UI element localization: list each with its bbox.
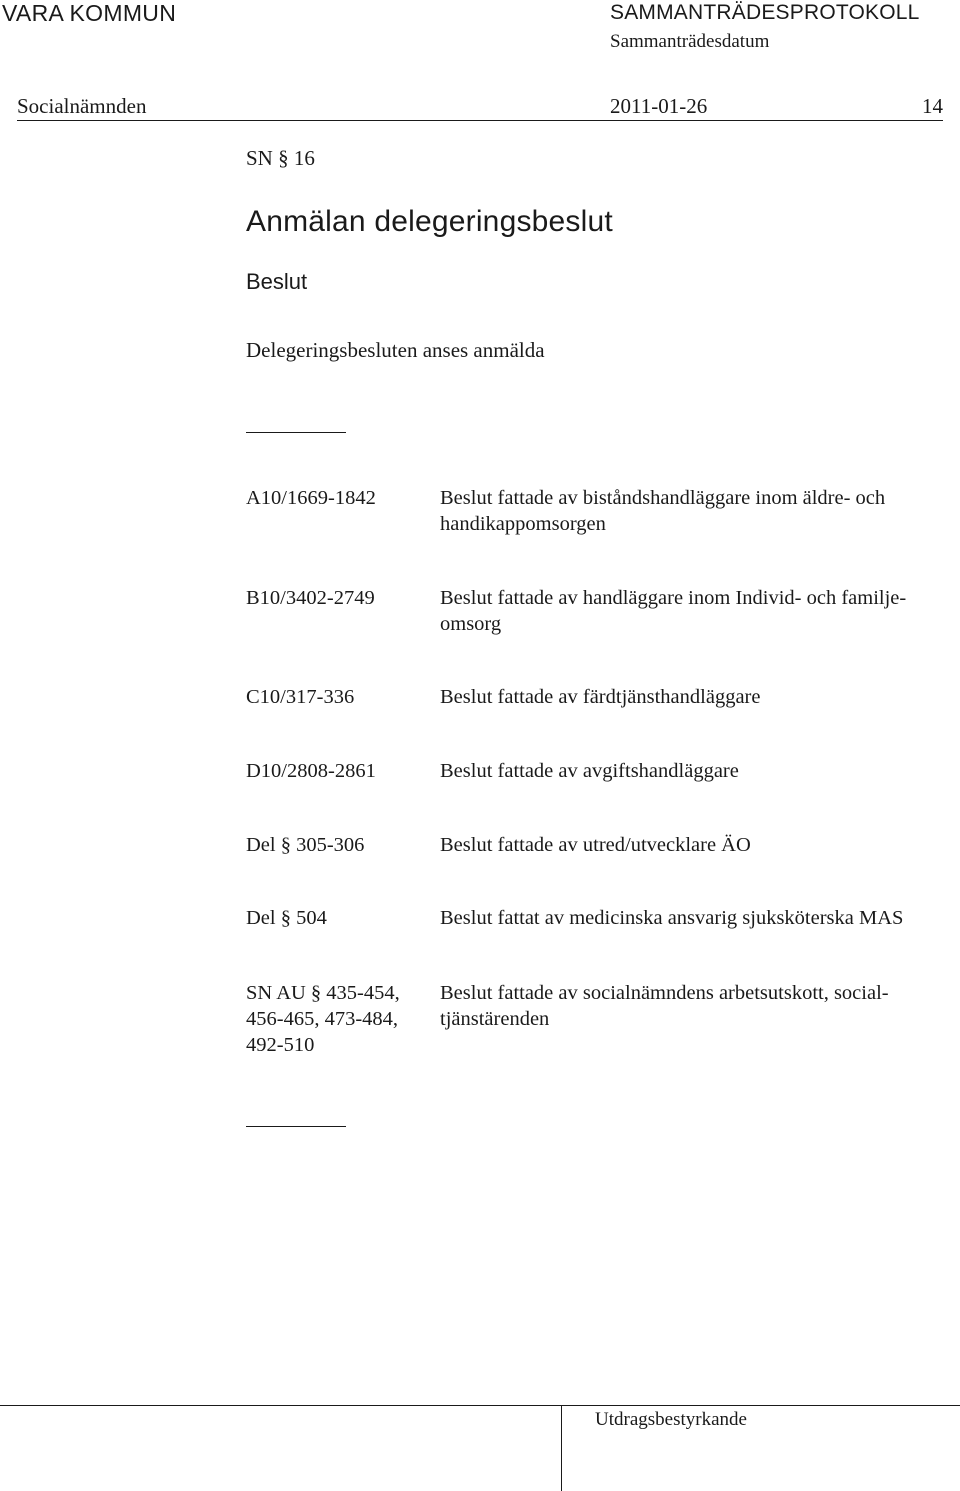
list-start-rule: [246, 432, 346, 433]
entry-description-line: Beslut fattade av färdtjänsthandläggare: [440, 686, 761, 708]
entry-description: [440, 905, 940, 931]
entry-description: [440, 758, 940, 784]
entry-reference-line: Del § 305-306: [246, 834, 365, 856]
entry-reference: [246, 758, 431, 784]
header-divider: [17, 120, 943, 121]
entry-description-line: Beslut fattade av biståndshandläggare inom äldre- och: [440, 487, 886, 509]
footer-divider: [0, 1405, 960, 1406]
section-title: Anmälan delegeringsbeslut: [246, 205, 613, 238]
decision-heading: Beslut: [246, 269, 308, 294]
entry-description-line: Beslut fattade av handläggare inom Individ- och familje-: [440, 587, 907, 609]
entry-description-line: Beslut fattade av utred/utvecklare ÄO: [440, 834, 751, 856]
entry-reference: [246, 980, 431, 1058]
entry-description-line: Beslut fattade av avgiftshandläggare: [440, 760, 739, 782]
entry-description-line: handikappomsorgen: [440, 513, 606, 535]
entry-reference: [246, 905, 431, 931]
entry-reference-line: 456-465, 473-484,: [246, 1008, 399, 1030]
entry-reference-line: D10/2808-2861: [246, 760, 376, 782]
decision-text: Delegeringsbesluten anses anmälda: [246, 338, 545, 362]
page-number: 14: [922, 94, 943, 118]
entry-description: [440, 684, 940, 710]
entry-description: [440, 980, 940, 1032]
certification-label: Utdragsbestyrkande: [595, 1409, 747, 1430]
entry-description: [440, 832, 940, 858]
entry-reference-line: Del § 504: [246, 907, 327, 929]
entry-reference-line: 492-510: [246, 1034, 315, 1056]
entry-reference-line: C10/317-336: [246, 686, 355, 708]
list-end-rule: [246, 1126, 346, 1127]
entry-description-line: tjänstärenden: [440, 1008, 550, 1030]
entry-reference: [246, 585, 431, 611]
entry-reference: [246, 684, 431, 710]
entry-reference-line: A10/1669-1842: [246, 487, 376, 509]
entry-description: [440, 585, 940, 637]
document-type: SAMMANTRÄDESPROTOKOLL: [610, 1, 920, 24]
entry-description-line: omsorg: [440, 613, 502, 635]
footer-column-divider: [561, 1405, 562, 1491]
entry-reference: [246, 832, 431, 858]
entry-reference-line: B10/3402-2749: [246, 587, 375, 609]
entry-description: [440, 485, 940, 537]
entry-description-line: Beslut fattade av socialnämndens arbetsutskott, social-: [440, 982, 889, 1004]
organization-name: VARA KOMMUN: [2, 0, 177, 26]
paragraph-number: SN § 16: [246, 146, 315, 170]
meeting-date-label: Sammanträdesdatum: [610, 31, 770, 52]
entry-reference: [246, 485, 431, 511]
entry-description-line: Beslut fattat av medicinska ansvarig sjuksköterska MAS: [440, 907, 904, 929]
entry-reference-line: SN AU § 435-454,: [246, 982, 400, 1004]
meeting-date: 2011-01-26: [610, 94, 708, 118]
committee-name: Socialnämnden: [17, 94, 147, 118]
